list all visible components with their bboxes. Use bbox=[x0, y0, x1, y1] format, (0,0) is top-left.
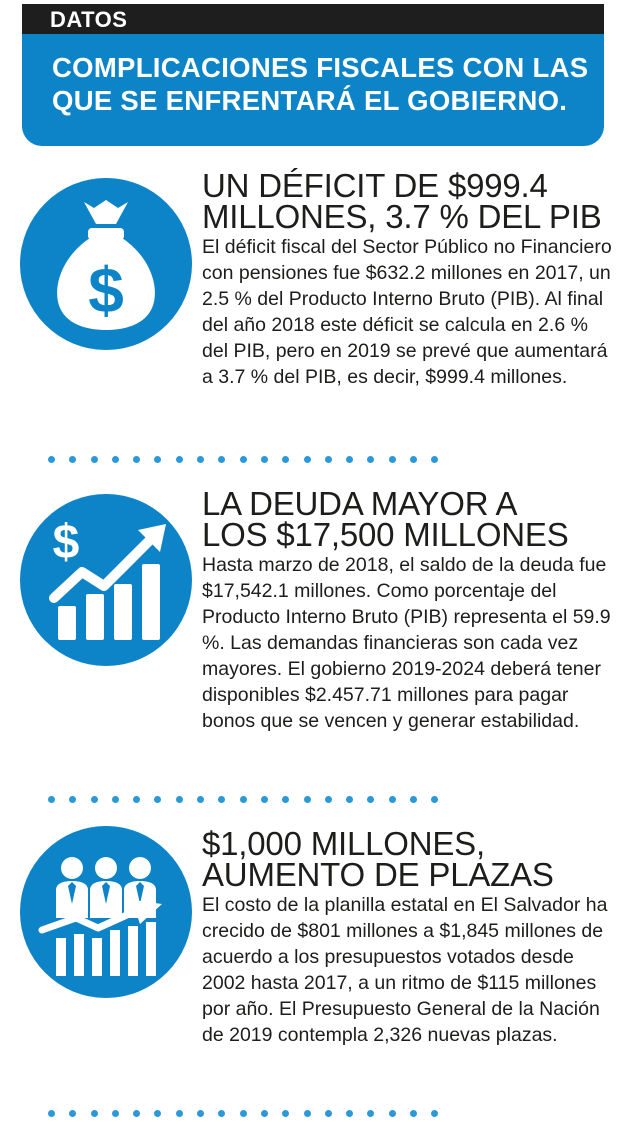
page-title: COMPLICACIONES FISCALES CON LAS QUE SE ENFRENTARÁ EL GOBIERNO. bbox=[52, 52, 589, 116]
dotted-divider bbox=[48, 456, 438, 464]
growth-chart-icon bbox=[20, 494, 192, 666]
section-title: $1,000 MILLONES, AUMENTO DE PLAZAS bbox=[202, 825, 554, 893]
section-body: Hasta marzo de 2018, el saldo de la deuda fue $17,542.1 millones. Como porcentaje del Producto Interno Bruto (PIB) representa el 59.9 %. Las demandas financieras son cada vez mayores. El gobierno 2019-2024 deberá tener disponibles $2.457.71 millones para pagar bonos que se vencen y generar estabilidad. bbox=[202, 554, 611, 732]
header-tag bbox=[22, 4, 604, 34]
header-tag-label: DATOS bbox=[50, 7, 128, 32]
dotted-divider bbox=[48, 1110, 438, 1118]
section-title: UN DÉFICIT DE $999.4 MILLONES, 3.7 % DEL PIB bbox=[202, 167, 602, 235]
section-title: LA DEUDA MAYOR A LOS $17,500 MILLONES bbox=[202, 485, 569, 553]
dotted-divider bbox=[48, 796, 438, 804]
svg-text:$: $ bbox=[88, 254, 124, 326]
money-bag-icon bbox=[20, 178, 192, 350]
section-body: El costo de la planilla estatal en El Salvador ha crecido de $801 millones a $1,845 millones de acuerdo a los presupuestos votados desde 2002 hasta 2017, a un ritmo de $115 millones por año. El Presupuesto General de la Nación de 2019 contempla 2,326 nuevas plazas. bbox=[202, 894, 608, 1046]
header-banner bbox=[22, 34, 604, 146]
svg-text:$: $ bbox=[52, 516, 80, 569]
workforce-growth-icon bbox=[20, 826, 192, 998]
section-body: El déficit fiscal del Sector Público no Financiero con pensiones fue $632.2 millones en 2017, un 2.5 % del Producto Interno Bruto (PIB). Al final del año 2018 este déficit se calcula en 2.6 % del PIB, pero en 2019 se prevé que aumentará a 3.7 % del PIB, es decir, $999.4 millones. bbox=[202, 236, 612, 388]
